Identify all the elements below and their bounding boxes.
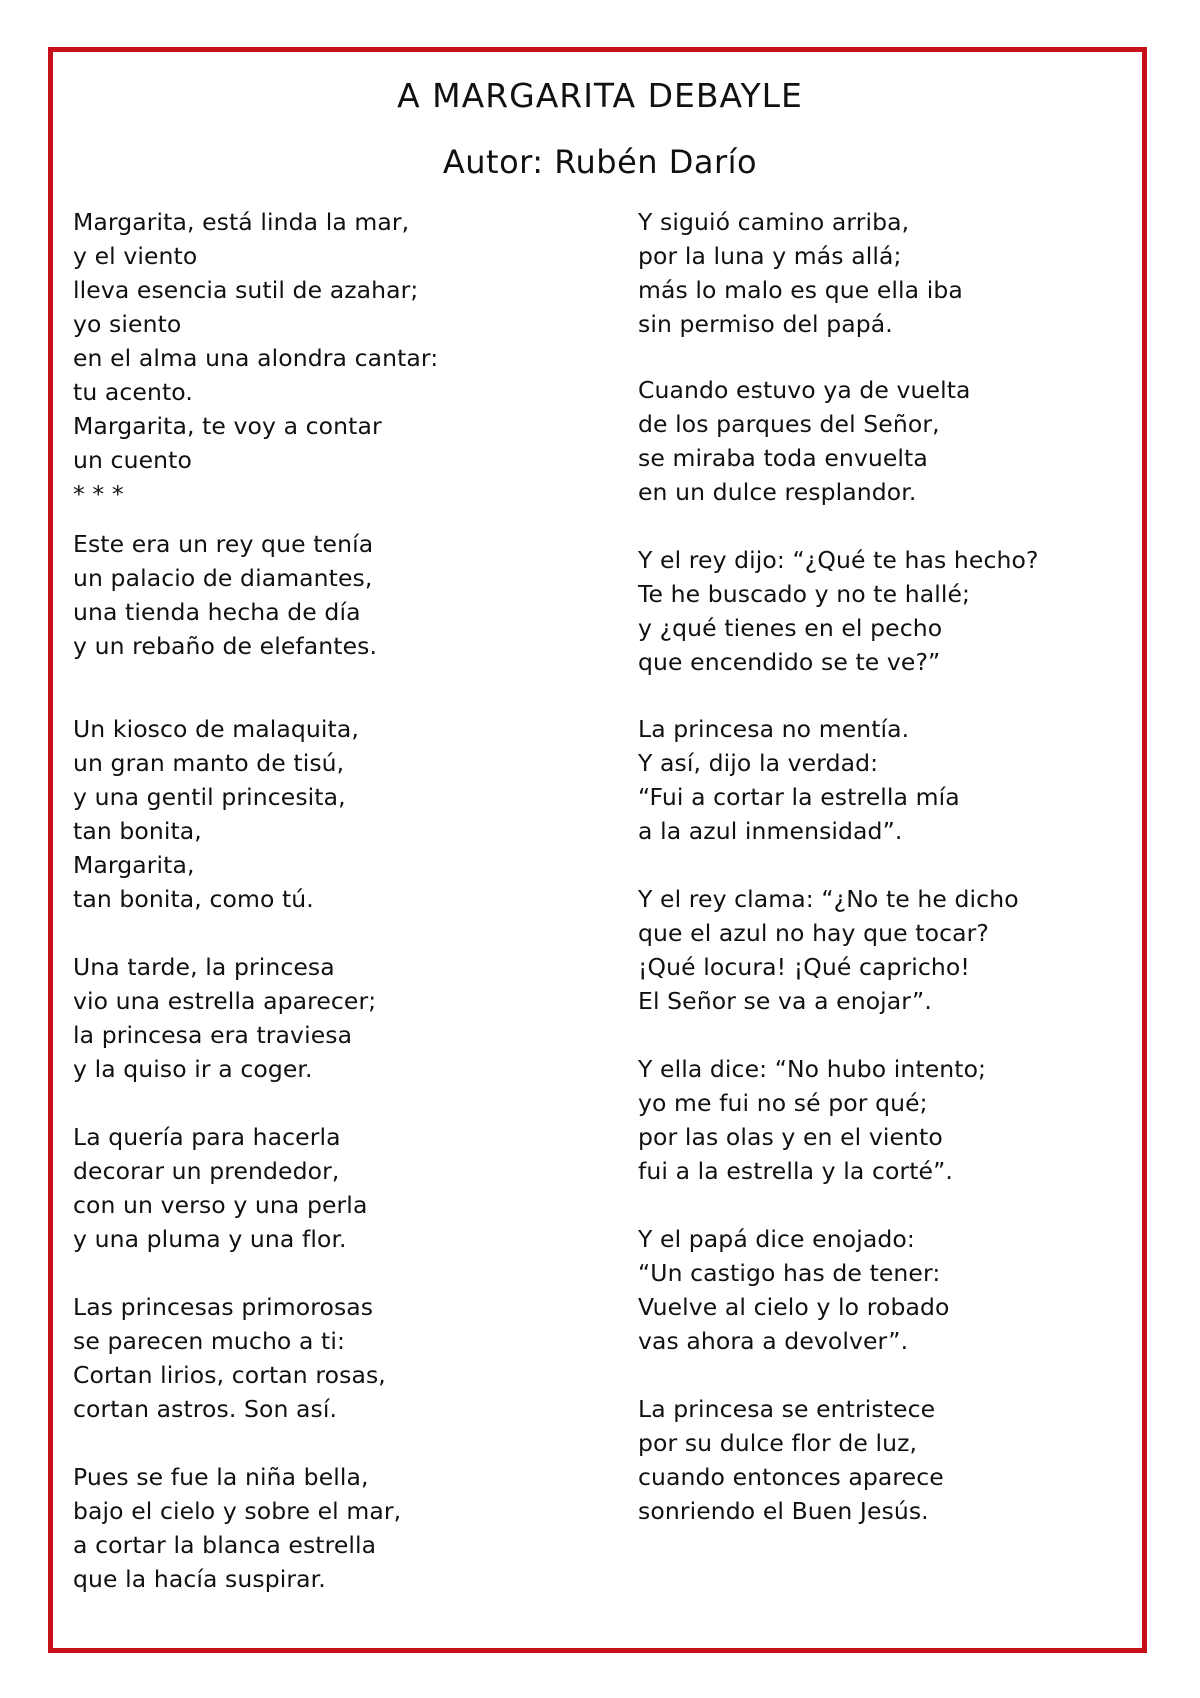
poem-line: La princesa se entristece xyxy=(638,1395,936,1423)
poem-line: Margarita, xyxy=(73,851,195,879)
poem-line: vio una estrella aparecer; xyxy=(73,987,377,1015)
poem-line: una tienda hecha de día xyxy=(73,598,361,626)
poem-line: por su dulce flor de luz, xyxy=(638,1429,918,1457)
stanza xyxy=(638,205,1158,341)
stanza xyxy=(73,950,593,1086)
poem-line: tan bonita, como tú. xyxy=(73,885,314,913)
poem-author: Autor: Rubén Darío xyxy=(442,143,758,181)
poem-line: se parecen mucho a ti: xyxy=(73,1327,346,1355)
stanza-separator: * * * xyxy=(73,480,124,508)
poem-line: un cuento xyxy=(73,446,192,474)
poem-line: yo me fui no sé por qué; xyxy=(638,1089,928,1117)
stanza xyxy=(73,712,593,916)
poem-line: Y el papá dice enojado: xyxy=(638,1225,915,1253)
poem-line: La princesa no mentía. xyxy=(638,715,910,743)
stanza xyxy=(638,1222,1158,1358)
poem-line: Cuando estuvo ya de vuelta xyxy=(638,376,971,404)
stanza xyxy=(73,527,593,663)
poem-line: que el azul no hay que tocar? xyxy=(638,919,989,947)
poem-line: cuando entonces aparece xyxy=(638,1463,944,1491)
poem-line: “Un castigo has de tener: xyxy=(638,1259,941,1287)
poem-line: “Fui a cortar la estrella mía xyxy=(638,783,960,811)
poem-line: tu acento. xyxy=(73,378,193,406)
stanza xyxy=(73,205,593,511)
poem-line: y una pluma y una flor. xyxy=(73,1225,347,1253)
poem-line: se miraba toda envuelta xyxy=(638,444,928,472)
poem-line: y un rebaño de elefantes. xyxy=(73,632,378,660)
poem-line: un palacio de diamantes, xyxy=(73,564,373,592)
stanza xyxy=(73,1460,593,1596)
poem-line: a cortar la blanca estrella xyxy=(73,1531,377,1559)
poem-line: que encendido se te ve?” xyxy=(638,648,941,676)
poem-line: Este era un rey que tenía xyxy=(73,530,374,558)
poem-line: Y así, dijo la verdad: xyxy=(638,749,879,777)
stanza xyxy=(638,543,1158,679)
poem-line: con un verso y una perla xyxy=(73,1191,368,1219)
poem-line: Cortan lirios, cortan rosas, xyxy=(73,1361,386,1389)
poem-line: Las princesas primorosas xyxy=(73,1293,374,1321)
poem-line: Te he buscado y no te hallé; xyxy=(638,580,971,608)
poem-line: vas ahora a devolver”. xyxy=(638,1327,909,1355)
poem-line: y una gentil princesita, xyxy=(73,783,346,811)
poem-line: y ¿qué tienes en el pecho xyxy=(638,614,943,642)
poem-line: Un kiosco de malaquita, xyxy=(73,715,359,743)
poem-line: lleva esencia sutil de azahar; xyxy=(73,276,419,304)
stanza xyxy=(638,373,1158,509)
poem-line: Y ella dice: “No hubo intento; xyxy=(638,1055,987,1083)
poem-line: decorar un prendedor, xyxy=(73,1157,340,1185)
poem-line: La quería para hacerla xyxy=(73,1123,341,1151)
stanza xyxy=(638,712,1158,848)
poem-line: El Señor se va a enojar”. xyxy=(638,987,932,1015)
poem-line: que la hacía suspirar. xyxy=(73,1565,326,1593)
poem-line: la princesa era traviesa xyxy=(73,1021,353,1049)
poem-line: en el alma una alondra cantar: xyxy=(73,344,439,372)
poem-line: Pues se fue la niña bella, xyxy=(73,1463,369,1491)
poem-line: cortan astros. Son así. xyxy=(73,1395,338,1423)
poem-line: yo siento xyxy=(73,310,182,338)
stanza xyxy=(638,1052,1158,1188)
poem-line: sin permiso del papá. xyxy=(638,310,893,338)
poem-line: por las olas y en el viento xyxy=(638,1123,943,1151)
poem-line: Margarita, está linda la mar, xyxy=(73,208,410,236)
poem-line: por la luna y más allá; xyxy=(638,242,902,270)
poem-line: en un dulce resplandor. xyxy=(638,478,917,506)
poem-line: Una tarde, la princesa xyxy=(73,953,335,981)
stanza xyxy=(638,882,1158,1018)
poem-line: Vuelve al cielo y lo robado xyxy=(638,1293,950,1321)
poem-line: bajo el cielo y sobre el mar, xyxy=(73,1497,402,1525)
poem-line: y la quiso ir a coger. xyxy=(73,1055,313,1083)
poem-line: Y el rey dijo: “¿Qué te has hecho? xyxy=(638,546,1039,574)
poem-line: sonriendo el Buen Jesús. xyxy=(638,1497,929,1525)
stanza xyxy=(638,1392,1158,1528)
stanza xyxy=(73,1120,593,1256)
poem-line: un gran manto de tisú, xyxy=(73,749,345,777)
poem-line: Y siguió camino arriba, xyxy=(638,208,910,236)
poem-line: y el viento xyxy=(73,242,198,270)
poem-line: de los parques del Señor, xyxy=(638,410,940,438)
poem-line: tan bonita, xyxy=(73,817,202,845)
poem-line: Y el rey clama: “¿No te he dicho xyxy=(638,885,1019,913)
poem-line: ¡Qué locura! ¡Qué capricho! xyxy=(638,953,970,981)
poem-line: más lo malo es que ella iba xyxy=(638,276,963,304)
poem-line: Margarita, te voy a contar xyxy=(73,412,382,440)
stanza xyxy=(73,1290,593,1426)
poem-title: A MARGARITA DEBAYLE xyxy=(397,76,803,115)
poem-line: a la azul inmensidad”. xyxy=(638,817,903,845)
poem-line: fui a la estrella y la corté”. xyxy=(638,1157,953,1185)
